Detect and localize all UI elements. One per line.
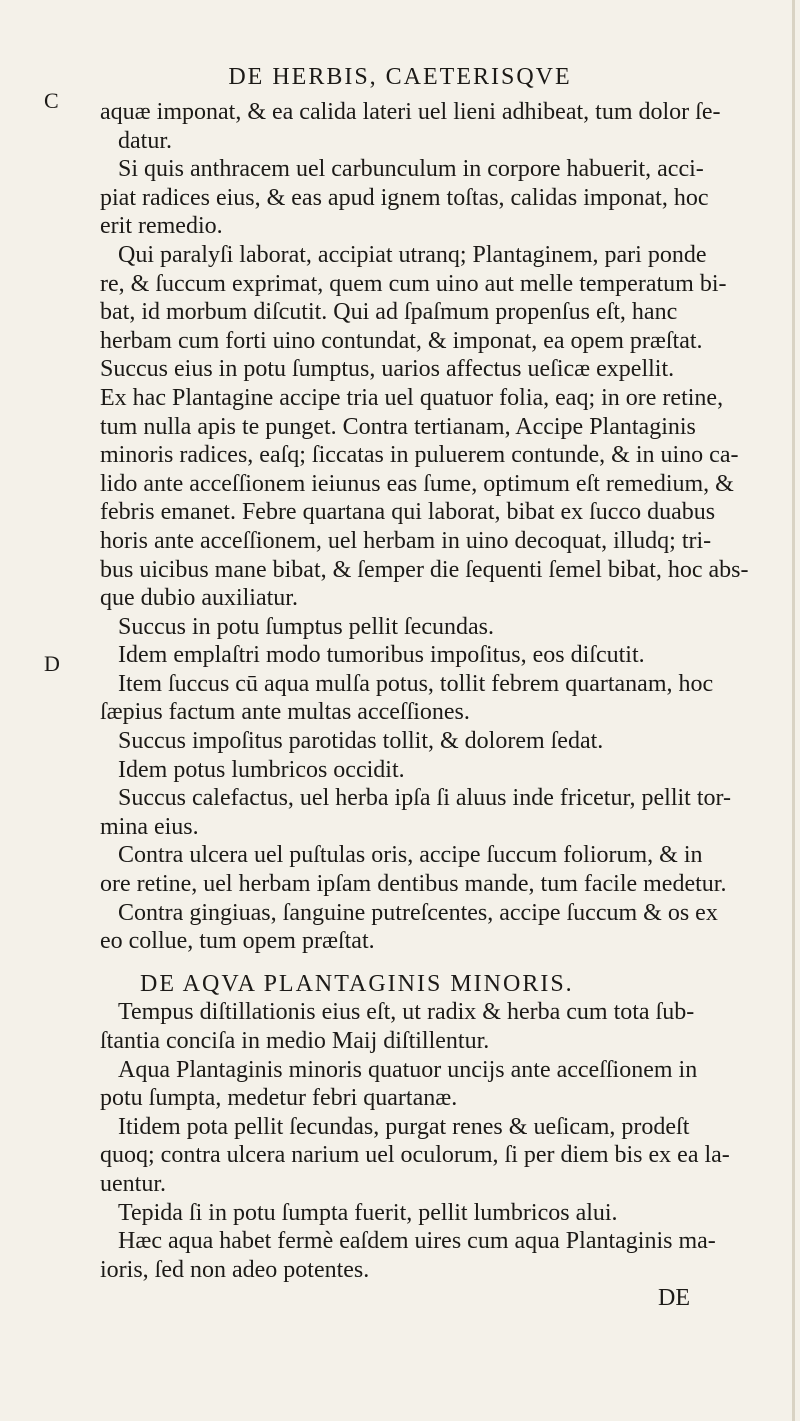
text-line: Tempus diſtillationis eius eſt, ut radix & herba cum tota ſub- xyxy=(118,999,695,1026)
text-line: Hæc aqua habet fermè eaſdem uires cum aqua Plantaginis ma- xyxy=(118,1228,716,1255)
text-line: re, & ſuccum exprimat, quem cum uino aut melle temperatum bi- xyxy=(100,270,727,297)
text-line: Tepida ſi in potu ſumpta fuerit, pellit lumbricos alui. xyxy=(118,1199,618,1226)
text-line: Idem potus lumbricos occidit. xyxy=(118,756,405,783)
margin-letter-c: C xyxy=(44,88,59,113)
text-line: que dubio auxiliatur. xyxy=(100,585,298,612)
text-line: Si quis anthracem uel carbunculum in corpore habuerit, acci- xyxy=(118,156,704,183)
text-line: Contra ulcera uel puſtulas oris, accipe ſuccum foliorum, & in xyxy=(118,842,703,869)
text-line: Ex hac Plantagine accipe tria uel quatuor folia, eaq; in ore retine, xyxy=(100,384,724,411)
text-line: febris emanet. Febre quartana qui laborat, bibat ex ſucco duabus xyxy=(100,499,716,526)
text-line: lido ante acceſſionem ieiunus eas ſume, optimum eſt remedium, & xyxy=(100,470,734,497)
text-line: eo collue, tum opem præſtat. xyxy=(100,928,375,955)
text-line: Itidem pota pellit ſecundas, purgat renes & ueſicam, prodeſt xyxy=(118,1113,690,1140)
text-line: Succus eius in potu ſumptus, uarios affectus ueſicæ expellit. xyxy=(100,356,675,383)
catchword: DE xyxy=(658,1285,690,1312)
text-line: tum nulla apis te punget. Contra tertianam, Accipe Plantaginis xyxy=(100,413,696,440)
text-line: uentur. xyxy=(100,1170,166,1197)
text-line: horis ante acceſſionem, uel herbam in uino decoquat, illudq; tri- xyxy=(100,527,712,554)
text-line: quoq; contra ulcera narium uel oculorum, ſi per diem bis ex ea la- xyxy=(100,1142,730,1169)
text-line: aquæ imponat, & ea calida lateri uel lieni adhibeat, tum dolor ſe- xyxy=(100,99,721,125)
text-line: Idem emplaſtri modo tumoribus impoſitus, eos diſcutit. xyxy=(118,642,645,669)
text-line: minoris radices, eaſq; ſiccatas in puluerem contunde, & in uino ca- xyxy=(100,442,739,469)
text-line: Item ſuccus cū aqua mulſa potus, tollit febrem quartanam, hoc xyxy=(118,670,714,697)
margin-letter-d: D xyxy=(44,651,60,676)
section-heading: DE AQVA PLANTAGINIS MINORIS. xyxy=(140,970,574,997)
body-text xyxy=(100,98,800,1313)
text-line: ore retine, uel herbam ipſam dentibus mande, tum facile medetur. xyxy=(100,871,727,898)
text-line: bat, id morbum diſcutit. Qui ad ſpaſmum propenſus eſt, hanc xyxy=(100,299,678,326)
text-line: Contra gingiuas, ſanguine putreſcentes, accipe ſuccum & os ex xyxy=(118,899,718,926)
text-line: erit remedio. xyxy=(100,213,223,240)
text-line: datur. xyxy=(118,127,172,154)
text-line: bus uicibus mane bibat, & ſemper die ſequenti ſemel bibat, hoc abs- xyxy=(100,556,749,583)
text-line: Qui paralyſi laborat, accipiat utranq; Plantaginem, pari ponde xyxy=(118,241,707,268)
text-line: Succus impoſitus parotidas tollit, & dolorem ſedat. xyxy=(118,728,604,755)
text-line: Succus in potu ſumptus pellit ſecundas. xyxy=(118,613,494,640)
text-line: mina eius. xyxy=(100,813,199,840)
text-line: ſæpius factum ante multas acceſſiones. xyxy=(100,699,470,726)
running-head: DE HERBIS, CAETERISQVE xyxy=(228,64,572,90)
text-line: herbam cum forti uino contundat, & imponat, ea opem præſtat. xyxy=(100,327,703,354)
text-line: Aqua Plantaginis minoris quatuor uncijs ante acceſſionem in xyxy=(118,1056,698,1083)
text-line: potu ſumpta, medetur febri quartanæ. xyxy=(100,1085,458,1112)
text-line: piat radices eius, & eas apud ignem toſtas, calidas imponat, hoc xyxy=(100,184,709,211)
text-line: Succus calefactus, uel herba ipſa ſi aluus inde fricetur, pellit tor- xyxy=(118,785,731,812)
text-line: ioris, ſed non adeo potentes. xyxy=(100,1256,370,1283)
text-line: ſtantia conciſa in medio Maij diſtillentur. xyxy=(100,1028,490,1054)
